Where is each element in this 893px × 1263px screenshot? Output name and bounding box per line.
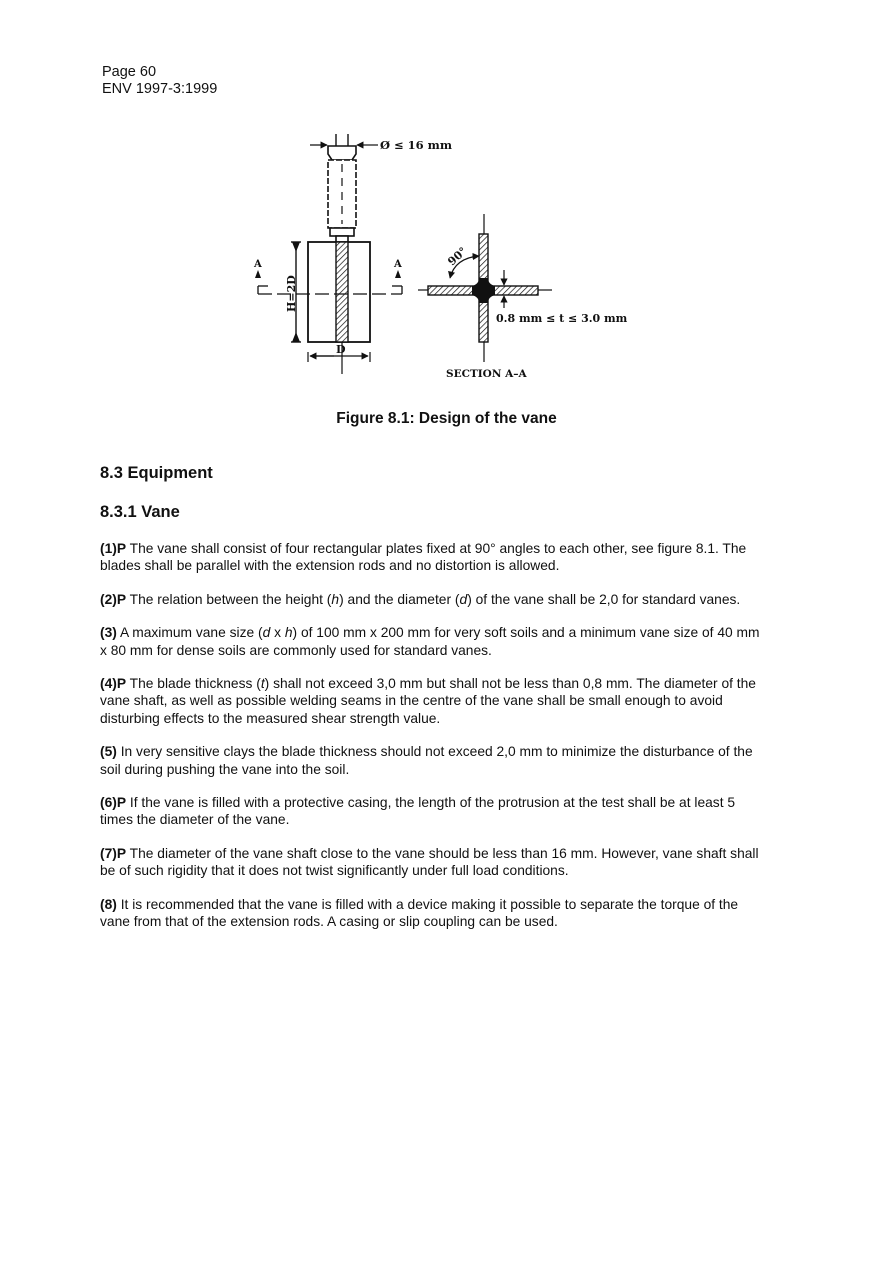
section-view [418,214,628,380]
paragraph-label: (8) [100,896,117,912]
height-label: H=2D [285,275,298,312]
symbol-h: h [284,625,293,641]
paragraph [100,675,762,727]
section-heading: 8.3 Equipment [100,464,213,482]
paragraph-label: (2)P [100,591,127,607]
paragraph-text: ) of 100 mm x 200 mm for very soft soils and a minimum vane size of 40 mm x 80 mm for dense soils are commonly used for standard vanes. [100,625,760,658]
paragraph-text: A maximum vane size ( [119,625,263,641]
paragraph-text: In very sensitive clays the blade thickness should not exceed 2,0 mm to minimize the disturbance of the soil during pushing the vane into the soil. [100,744,753,777]
body-text [100,540,762,947]
paragraph-text: ) of the vane shall be 2,0 for standard vanes. [467,591,741,607]
paragraph [100,743,762,778]
paragraph-label: (4)P [100,676,127,692]
height-dimension [285,242,301,342]
paragraph-text: ) shall not exceed 3,0 mm but shall not be less than 0,8 mm. The diameter of the vane shaft, as well as possible welding seams in the centre of the vane shall be small enough to avoid disturbing effects to the measured shear strength value. [100,676,756,726]
symbol-t: t [260,676,265,692]
shaft-diameter-label: Ø ≤ 16 mm [380,138,453,152]
paragraph [100,896,762,931]
paragraph-text: The blade thickness ( [129,676,261,692]
paragraph-label: (7)P [100,845,127,861]
diameter-dimension [308,343,370,362]
paragraph-label: (5) [100,744,117,760]
subsection-heading: 8.3.1 Vane [100,503,180,521]
figure-caption: Figure 8.1: Design of the vane [336,410,557,427]
paragraph-text: ) and the diameter ( [339,591,460,607]
diameter-label: D [336,343,346,356]
paragraph-text: If the vane is filled with a protective casing, the length of the protrusion at the test shall be at least 5 times the diameter of the vane. [100,795,736,828]
paragraph-text: x [270,625,285,641]
paragraph [100,794,762,829]
paragraph-label: (6)P [100,795,127,811]
section-title: SECTION A–A [446,368,527,380]
paragraph [100,591,762,608]
vane-shaft [328,134,356,244]
vane-diagram [250,128,640,388]
section-marker-right: A [394,259,402,270]
paragraph-label: (1)P [100,541,127,556]
symbol-d: d [262,625,271,641]
paragraph [100,845,762,880]
page-header [102,64,217,98]
page-number: Page 60 [102,64,157,80]
vane-figure [250,128,640,388]
document-id: ENV 1997-3:1999 [102,81,218,97]
paragraph [100,540,762,575]
paragraph-label: (3) [100,625,117,641]
paragraph-text: The vane shall consist of four rectangular plates fixed at 90° angles to each other, see figure 8.1. The blades shall be parallel with the extension rods and no distortion is allowed. [100,541,747,574]
section-marker-left: A [254,259,262,270]
thickness-label: 0.8 mm ≤ t ≤ 3.0 mm [496,312,628,325]
paragraph-text: The relation between the height ( [129,591,332,607]
paragraph-text: It is recommended that the vane is filled with a device making it possible to separate the torque of the vane from that of the extension rods. A casing or slip coupling can be used. [100,896,739,930]
symbol-d: d [459,591,468,607]
symbol-h: h [331,591,340,607]
paragraph [100,624,762,659]
paragraph-text: The diameter of the vane shaft close to the vane should be less than 16 mm. However, vane shaft shall be of such rigidity that it does not twist significantly under full load conditions. [100,845,759,879]
angle-label: 90° [445,244,470,269]
